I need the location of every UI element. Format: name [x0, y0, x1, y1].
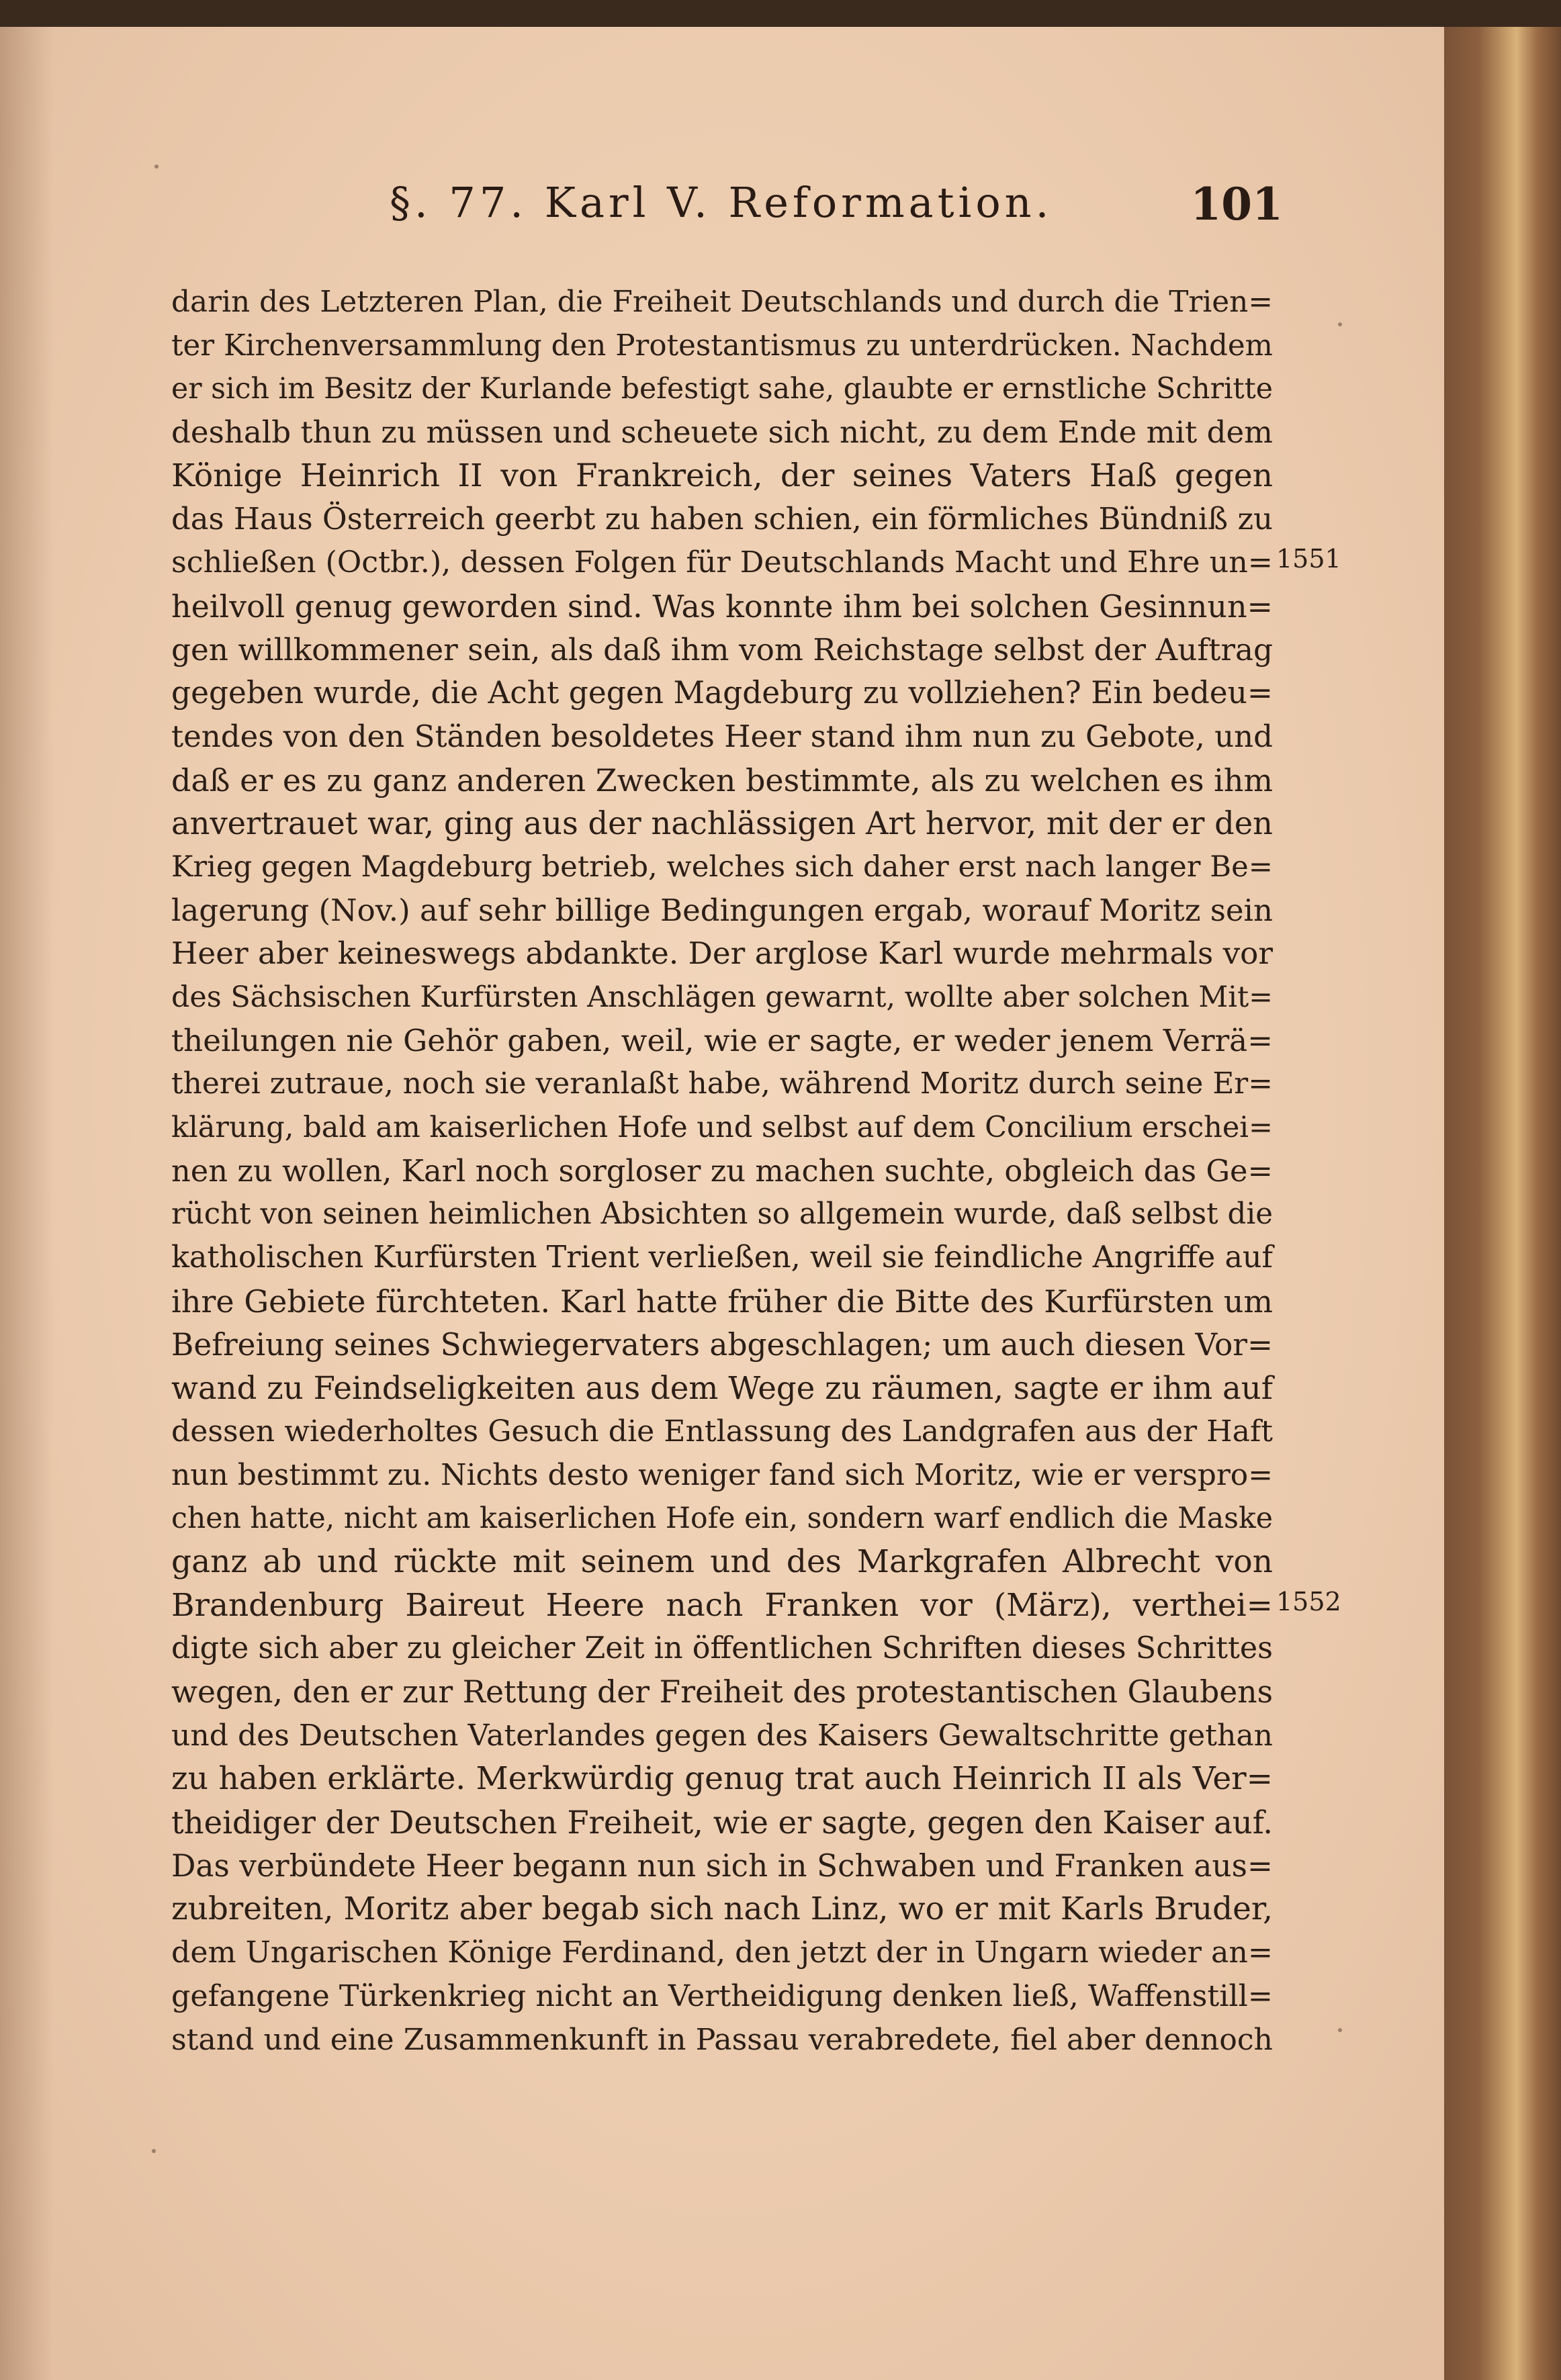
book-cover-edge — [1444, 27, 1561, 2380]
paper-speck — [152, 2149, 156, 2153]
text-line: zu haben erklärte. Merkwürdig genug trat auch Heinrich II als Ver= — [171, 1760, 1273, 1798]
text-line: dem Ungarischen Könige Ferdinand, den jetzt der in Ungarn wieder an= — [171, 1935, 1273, 1970]
text-line: therei zutraue, noch sie veranlaßt habe, während Moritz durch seine Er= — [171, 1066, 1273, 1101]
text-line: rücht von seinen heimlichen Absichten so allgemein wurde, daß selbst die — [171, 1197, 1273, 1232]
paper-speck — [154, 165, 159, 169]
running-header — [168, 178, 1283, 238]
text-line: Heer aber keineswegs abdankte. Der arglose Karl wurde mehrmals vor — [171, 935, 1273, 972]
text-line: Könige Heinrich II von Frankreich, der seines Vaters Haß gegen — [171, 457, 1273, 494]
text-line: Befreiung seines Schwiegervaters abgeschlagen; um auch diesen Vor= — [171, 1326, 1273, 1363]
text-line: lagerung (Nov.) auf sehr billige Bedingungen ergab, worauf Moritz sein — [171, 892, 1273, 928]
paper-speck — [1338, 2028, 1342, 2032]
text-line: Brandenburg Baireut Heere nach Franken vor (März), verthei= — [171, 1586, 1273, 1624]
margin-year-1552: 1552 — [1276, 1587, 1341, 1616]
text-line: wegen, den er zur Rettung der Freiheit des protestantischen Glaubens — [171, 1674, 1273, 1710]
text-line: klärung, bald am kaiserlichen Hofe und selbst auf dem Concilium erschei= — [171, 1111, 1273, 1145]
text-line: nen zu wollen, Karl noch sorgloser zu machen suchte, obgleich das Ge= — [171, 1152, 1273, 1189]
text-line: schließen (Octbr.), dessen Folgen für Deutschlands Macht und Ehre un= — [171, 545, 1273, 580]
text-line: nun bestimmt zu. Nichts desto weniger fand sich Moritz, wie er verspro= — [171, 1457, 1273, 1492]
text-line: darin des Letzteren Plan, die Freiheit Deutschlands und durch die Trien= — [171, 285, 1273, 319]
text-line: anvertrauet war, ging aus der nachlässigen Art hervor, mit der er den — [171, 805, 1273, 842]
book-page — [0, 27, 1461, 2380]
text-line: wand zu Feindseligkeiten aus dem Wege zu räumen, sagte er ihm auf — [171, 1370, 1273, 1407]
text-line: deshalb thun zu müssen und scheuete sich nicht, zu dem Ende mit dem — [171, 414, 1273, 451]
text-line: ganz ab und rückte mit seinem und des Markgrafen Albrecht von — [171, 1543, 1273, 1580]
margin-year-1551: 1551 — [1276, 544, 1341, 574]
text-line: stand und eine Zusammenkunft in Passau verabredete, fiel aber dennoch — [171, 2022, 1273, 2057]
text-line: theidiger der Deutschen Freiheit, wie er sagte, gegen den Kaiser auf. — [171, 1804, 1273, 1841]
text-line: heilvoll genug geworden sind. Was konnte ihm bei solchen Gesinnun= — [171, 588, 1273, 625]
text-line: zubreiten, Moritz aber begab sich nach Linz, wo er mit Karls Bruder, — [171, 1891, 1273, 1928]
text-line: chen hatte, nicht am kaiserlichen Hofe ein, sondern warf endlich die Maske — [171, 1502, 1273, 1536]
text-line: daß er es zu ganz anderen Zwecken bestimmte, als zu welchen es ihm — [171, 762, 1273, 798]
text-line: dessen wiederholtes Gesuch die Entlassung des Landgrafen aus der Haft — [171, 1414, 1273, 1449]
text-line: Krieg gegen Magdeburg betrieb, welches sich daher erst nach langer Be= — [171, 850, 1273, 884]
text-line: Das verbündete Heer begann nun sich in Schwaben und Franken aus= — [171, 1847, 1273, 1884]
text-line: theilungen nie Gehör gaben, weil, wie er sagte, er weder jenem Verrä= — [171, 1022, 1273, 1058]
text-line: ihre Gebiete fürchteten. Karl hatte früher die Bitte des Kurfürsten um — [171, 1283, 1273, 1320]
body-text — [171, 281, 1273, 2062]
paper-speck — [1338, 322, 1342, 326]
text-line: katholischen Kurfürsten Trient verließen, weil sie feindliche Angriffe auf — [171, 1240, 1273, 1275]
text-line: und des Deutschen Vaterlandes gegen des Kaisers Gewaltschritte gethan — [171, 1718, 1273, 1753]
gutter-shadow — [0, 27, 54, 2380]
text-line: gen willkommener sein, als daß ihm vom Reichstage selbst der Auftrag — [171, 631, 1273, 668]
text-line: tendes von den Ständen besoldetes Heer stand ihm nun zu Gebote, und — [171, 718, 1273, 754]
text-line: des Sächsischen Kurfürsten Anschlägen gewarnt, wollte aber solchen Mit= — [171, 980, 1274, 1014]
text-line: ter Kirchenversammlung den Protestantismus zu unterdrücken. Nachdem — [171, 328, 1273, 363]
text-line: digte sich aber zu gleicher Zeit in öffentlichen Schriften dieses Schrittes — [171, 1631, 1273, 1666]
text-line: er sich im Besitz der Kurlande befestigt sahe, glaubte er ernstliche Schritte — [171, 372, 1273, 406]
text-line: gegeben wurde, die Acht gegen Magdeburg zu vollziehen? Ein bedeu= — [171, 675, 1273, 711]
page-number: 101 — [1190, 178, 1283, 230]
text-line: das Haus Österreich geerbt zu haben schien, ein förmliches Bündniß zu — [171, 501, 1273, 537]
header-title: §. 77. Karl V. Reformation. — [390, 178, 1053, 227]
text-line: gefangene Türkenkrieg nicht an Vertheidigung denken ließ, Waffenstill= — [171, 1978, 1273, 2013]
